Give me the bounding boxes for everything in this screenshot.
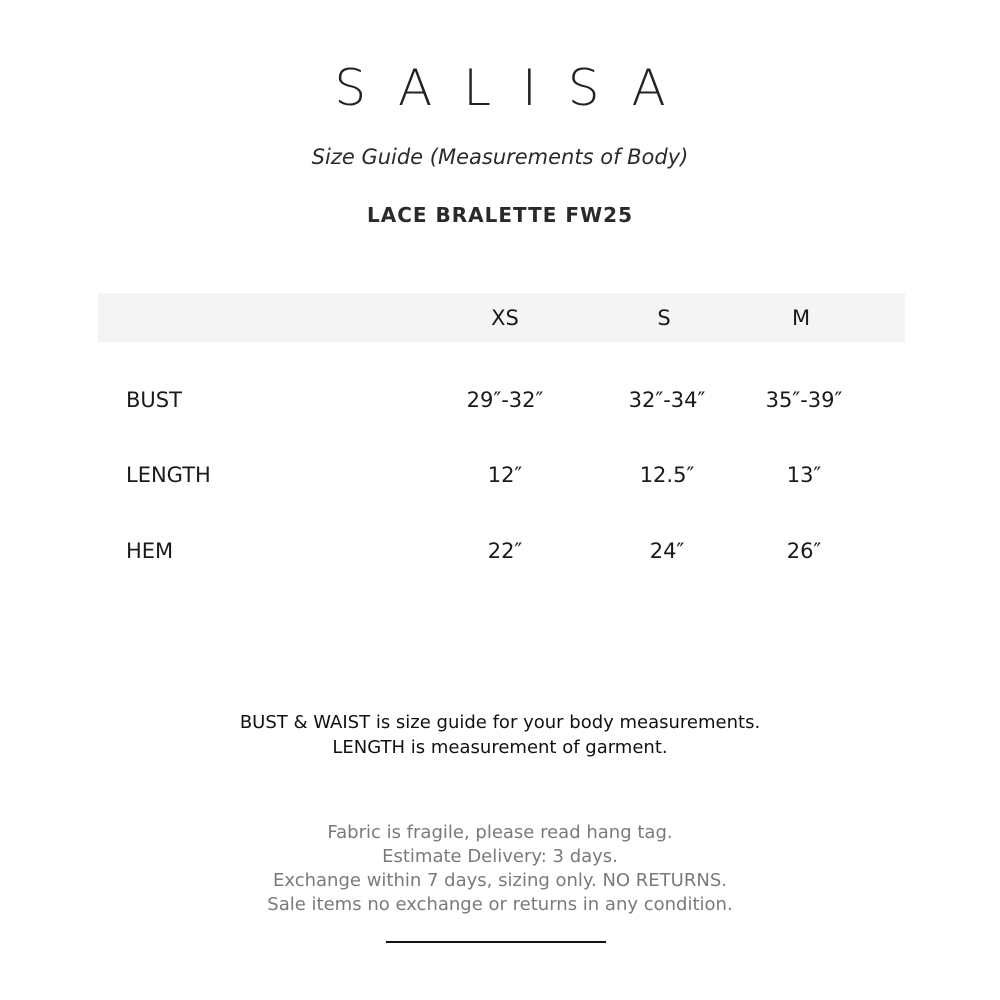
column-header-m: M	[791, 306, 811, 330]
policy-line: Exchange within 7 days, sizing only. NO RETURNS.	[273, 870, 727, 891]
bust-xs-value: 29″-32″	[466, 388, 544, 412]
measurement-note	[0, 710, 1000, 760]
row-label-bust: BUST	[126, 388, 182, 412]
note-line: BUST & WAIST is size guide for your body measurements.	[239, 712, 761, 733]
column-header-s: S	[657, 306, 671, 330]
hem-s-value: 24″	[649, 539, 685, 563]
length-m-value: 13″	[786, 463, 822, 487]
length-xs-value: 12″	[487, 463, 523, 487]
length-s-value: 12.5″	[639, 463, 695, 487]
note-line: LENGTH is measurement of garment.	[332, 737, 668, 758]
bottom-divider	[386, 941, 606, 943]
hem-xs-value: 22″	[487, 539, 523, 563]
hem-m-value: 26″	[786, 539, 822, 563]
bust-m-value: 35″-39″	[765, 388, 843, 412]
policy-line: Estimate Delivery: 3 days.	[382, 846, 618, 867]
row-label-hem: HEM	[126, 539, 174, 563]
row-label-length: LENGTH	[126, 463, 211, 487]
policy-line: Fabric is fragile, please read hang tag.	[327, 822, 673, 843]
brand-logo: SALISA	[334, 59, 697, 117]
product-title: LACE BRALETTE FW25	[367, 203, 633, 227]
bust-s-value: 32″-34″	[628, 388, 706, 412]
size-guide-subtitle: Size Guide (Measurements of Body)	[311, 145, 689, 169]
column-header-xs: XS	[491, 306, 519, 330]
store-policies	[0, 821, 1000, 917]
policy-line: Sale items no exchange or returns in any condition.	[267, 894, 733, 915]
